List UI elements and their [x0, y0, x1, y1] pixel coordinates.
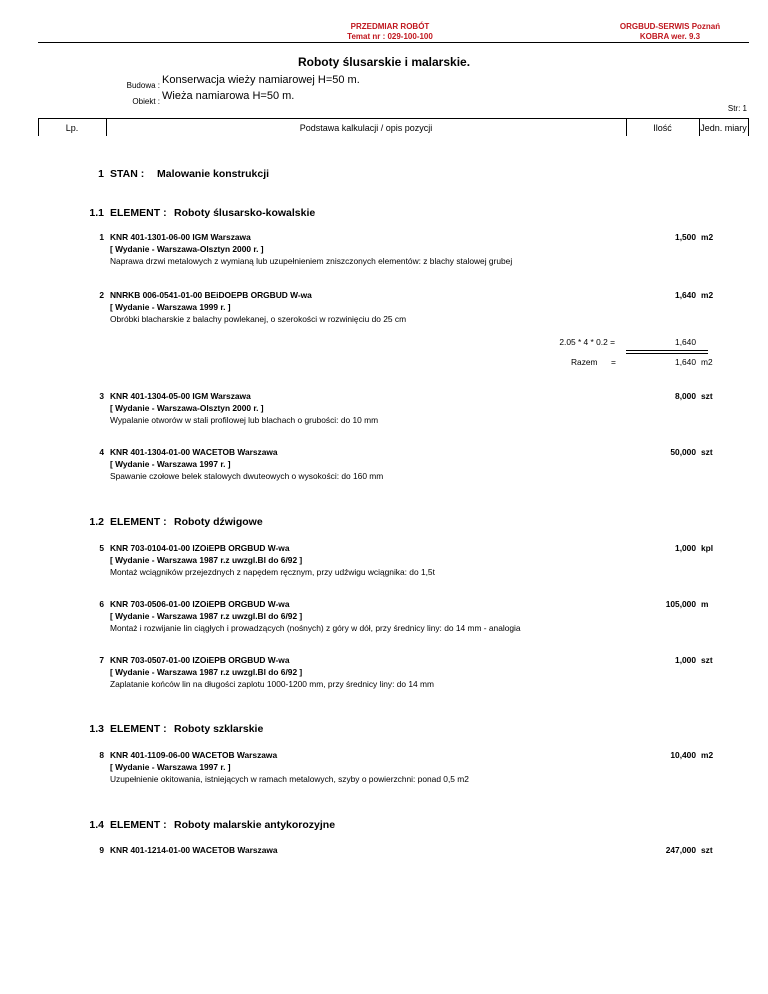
budowa-value: Konserwacja wieży namiarowej H=50 m. — [162, 74, 360, 86]
item-number: 4 — [99, 447, 104, 457]
item-description: Spawanie czołowe belek stalowych dwuteowych o wysokości: do 160 mm — [110, 471, 384, 481]
item-description: Montaż i rozwijanie lin ciągłych i prowadzących (nośnych) z góry w dół, przy średnicy liny: do 14 mm - analogia — [110, 623, 521, 633]
item-code: KNR 401-1304-01-00 WACETOB Warszawa — [110, 447, 278, 457]
col-unit: Jedn. miary — [700, 123, 747, 133]
item-code: KNR 401-1109-06-00 WACETOB Warszawa — [110, 750, 278, 760]
item-quantity: 10,400 — [670, 750, 696, 760]
col-desc: Podstawa kalkulacji / opis pozycji — [299, 123, 433, 133]
element-number: 1.3 — [89, 723, 104, 735]
item-unit: m2 — [701, 750, 714, 760]
element-name: Roboty malarskie antykorozyjne — [174, 819, 336, 831]
item-description: Naprawa drzwi metalowych z wymianą lub uzupełnieniem zniszczonych elementów: z blachy stalowej grubej — [110, 256, 513, 266]
item-description: Wypalanie otworów w stali profilowej lub blachach o grubości: do 10 mm — [110, 415, 379, 425]
item-code: KNR 703-0104-01-00 IZOiEPB ORGBUD W-wa — [110, 543, 290, 553]
stan-number: 1 — [98, 168, 104, 180]
element-number: 1.2 — [89, 516, 104, 528]
element-number: 1.4 — [89, 819, 104, 831]
obiekt-label: Obiekt : — [132, 97, 160, 106]
item-description: Uzupełnienie okitowania, istniejących w ramach metalowych, szyby o powierzchni: ponad 0,5 m2 — [110, 774, 469, 784]
item-code: NNRKB 006-0541-01-00 BEiDOEPB ORGBUD W-wa — [110, 290, 312, 300]
calc-formula: 2.05 * 4 * 0.2 = — [559, 337, 615, 347]
element-name: Roboty ślusarsko-kowalskie — [174, 207, 316, 219]
item-quantity: 247,000 — [665, 845, 696, 855]
razem-label: Razem — [571, 357, 598, 367]
item-quantity: 105,000 — [665, 599, 696, 609]
page-title: Roboty ślusarskie i malarskie. — [297, 55, 471, 69]
calc-result: 1,640 — [675, 337, 696, 347]
calc-underline-2 — [626, 353, 708, 354]
razem-value: 1,640 — [675, 357, 696, 367]
item-description: Montaż wciągników przejezdnych z napędem ręcznym, przy udźwigu wciągnika: do 1,5t — [110, 567, 435, 577]
item-edition: [ Wydanie - Warszawa 1987 r.z uwzgl.Bl do 6/92 ] — [110, 611, 303, 621]
item-unit: szt — [701, 845, 713, 855]
budowa-label: Budowa : — [126, 81, 160, 90]
item-number: 3 — [99, 391, 104, 401]
item-edition: [ Wydanie - Warszawa 1987 r.z uwzgl.Bl do 6/92 ] — [110, 555, 303, 565]
item-unit: m2 — [701, 290, 714, 300]
razem-equals: = — [611, 357, 616, 367]
item-code: KNR 703-0507-01-00 IZOiEPB ORGBUD W-wa — [110, 655, 290, 665]
header-software: ORGBUD-SERWIS Poznań KOBRA wer. 9.3 — [619, 22, 721, 41]
obiekt-label-wrap — [80, 91, 160, 109]
element-label: ELEMENT : — [110, 723, 167, 735]
element-name: Roboty szklarskie — [174, 723, 264, 735]
element-number: 1.1 — [89, 207, 104, 219]
table-header-top — [38, 118, 749, 119]
col-lp: Lp. — [65, 123, 79, 133]
table-border-right — [748, 118, 749, 136]
item-code: KNR 401-1301-06-00 IGM Warszawa — [110, 232, 251, 242]
item-edition: [ Wydanie - Warszawa 1999 r. ] — [110, 302, 231, 312]
item-number: 8 — [99, 750, 104, 760]
item-unit: m — [701, 599, 709, 609]
item-number: 1 — [99, 232, 104, 242]
header-divider — [38, 42, 749, 43]
item-number: 6 — [99, 599, 104, 609]
element-label: ELEMENT : — [110, 516, 167, 528]
calc-underline-1 — [626, 350, 708, 351]
header-title: PRZEDMIAR ROBÓT Temat nr : 029-100-100 — [347, 22, 433, 41]
element-label: ELEMENT : — [110, 819, 167, 831]
item-code: KNR 401-1304-05-00 IGM Warszawa — [110, 391, 251, 401]
item-unit: m2 — [701, 232, 714, 242]
item-quantity: 1,000 — [675, 655, 696, 665]
stan-label: STAN : — [110, 168, 145, 180]
item-quantity: 8,000 — [675, 391, 696, 401]
col-qty: Ilość — [653, 123, 672, 133]
page-number: Str: 1 — [727, 104, 747, 113]
item-number: 9 — [99, 845, 104, 855]
item-quantity: 1,000 — [675, 543, 696, 553]
item-edition: [ Wydanie - Warszawa-Olsztyn 2000 r. ] — [110, 244, 264, 254]
item-quantity: 50,000 — [670, 447, 696, 457]
item-number: 2 — [99, 290, 104, 300]
item-edition: [ Wydanie - Warszawa-Olsztyn 2000 r. ] — [110, 403, 264, 413]
item-number: 7 — [99, 655, 104, 665]
razem-unit: m2 — [701, 357, 713, 367]
item-unit: szt — [701, 447, 713, 457]
obiekt-value: Wieża namiarowa H=50 m. — [162, 90, 295, 102]
item-edition: [ Wydanie - Warszawa 1997 r. ] — [110, 762, 231, 772]
item-unit: szt — [701, 655, 713, 665]
item-description: Obróbki blacharskie z balachy powlekanej, o szerokości w rozwinięciu do 25 cm — [110, 314, 407, 324]
stan-name: Malowanie konstrukcji — [157, 168, 270, 180]
element-name: Roboty dźwigowe — [174, 516, 263, 528]
item-number: 5 — [99, 543, 104, 553]
item-code: KNR 703-0506-01-00 IZOiEPB ORGBUD W-wa — [110, 599, 290, 609]
item-edition: [ Wydanie - Warszawa 1997 r. ] — [110, 459, 231, 469]
element-label: ELEMENT : — [110, 207, 167, 219]
item-code: KNR 401-1214-01-00 WACETOB Warszawa — [110, 845, 278, 855]
item-quantity: 1,640 — [675, 290, 696, 300]
item-description: Zaplatanie końców lin na długości zaplotu 1000-1200 mm, przy średnicy liny: do 14 mm — [110, 679, 434, 689]
item-unit: szt — [701, 391, 713, 401]
item-quantity: 1,500 — [675, 232, 696, 242]
item-unit: kpl — [701, 543, 714, 553]
item-edition: [ Wydanie - Warszawa 1987 r.z uwzgl.Bl do 6/92 ] — [110, 667, 303, 677]
